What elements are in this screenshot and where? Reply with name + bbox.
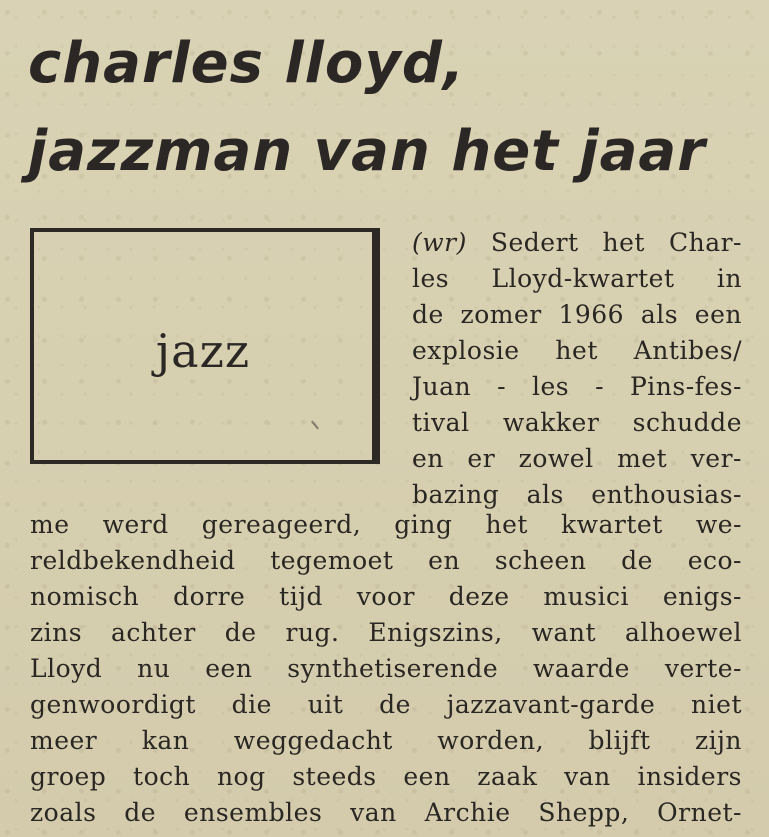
article-line: zins achter de rug. Enigszins, want alhoewel (30, 618, 742, 647)
article-line: explosie het Antibes/ (412, 336, 742, 365)
article-line: zoals de ensembles van Archie Shepp, Ornet- (30, 798, 742, 827)
article-line: bazing als enthousias- (412, 480, 742, 509)
article-line: de zomer 1966 als een (412, 300, 742, 329)
article-line (412, 225, 742, 261)
article-line: genwoordigt die uit de jazzavant-garde niet (30, 690, 742, 719)
byline: (wr) (412, 228, 467, 257)
article-line: me werd gereageerd, ging het kwartet we- (30, 510, 742, 539)
article-line: Lloyd nu een synthetiserende waarde verte- (30, 654, 742, 683)
article-line: reldbekendheid tegemoet en scheen de eco- (30, 546, 742, 575)
article-line: Juan - les - Pins-fes- (412, 372, 742, 401)
print-mark (311, 421, 319, 430)
article-line: les Lloyd-kwartet in (412, 264, 742, 293)
article-line: en er zowel met ver- (412, 444, 742, 473)
jazz-column-box (30, 228, 376, 464)
column-rule (376, 228, 380, 464)
article-line: nomisch dorre tijd voor deze musici enigs- (30, 582, 742, 611)
article-line: groep toch nog steeds een zaak van insiders (30, 762, 742, 791)
headline-line-1: charles lloyd, (28, 31, 466, 96)
article-line: tival wakker schudde (412, 408, 742, 437)
headline-line-2: jazzman van het jaar (28, 119, 706, 184)
article-line-text: Sedert het Char- (490, 228, 742, 257)
article-line: meer kan weggedacht worden, blijft zijn (30, 726, 742, 755)
jazz-box-label: jazz (155, 324, 251, 378)
